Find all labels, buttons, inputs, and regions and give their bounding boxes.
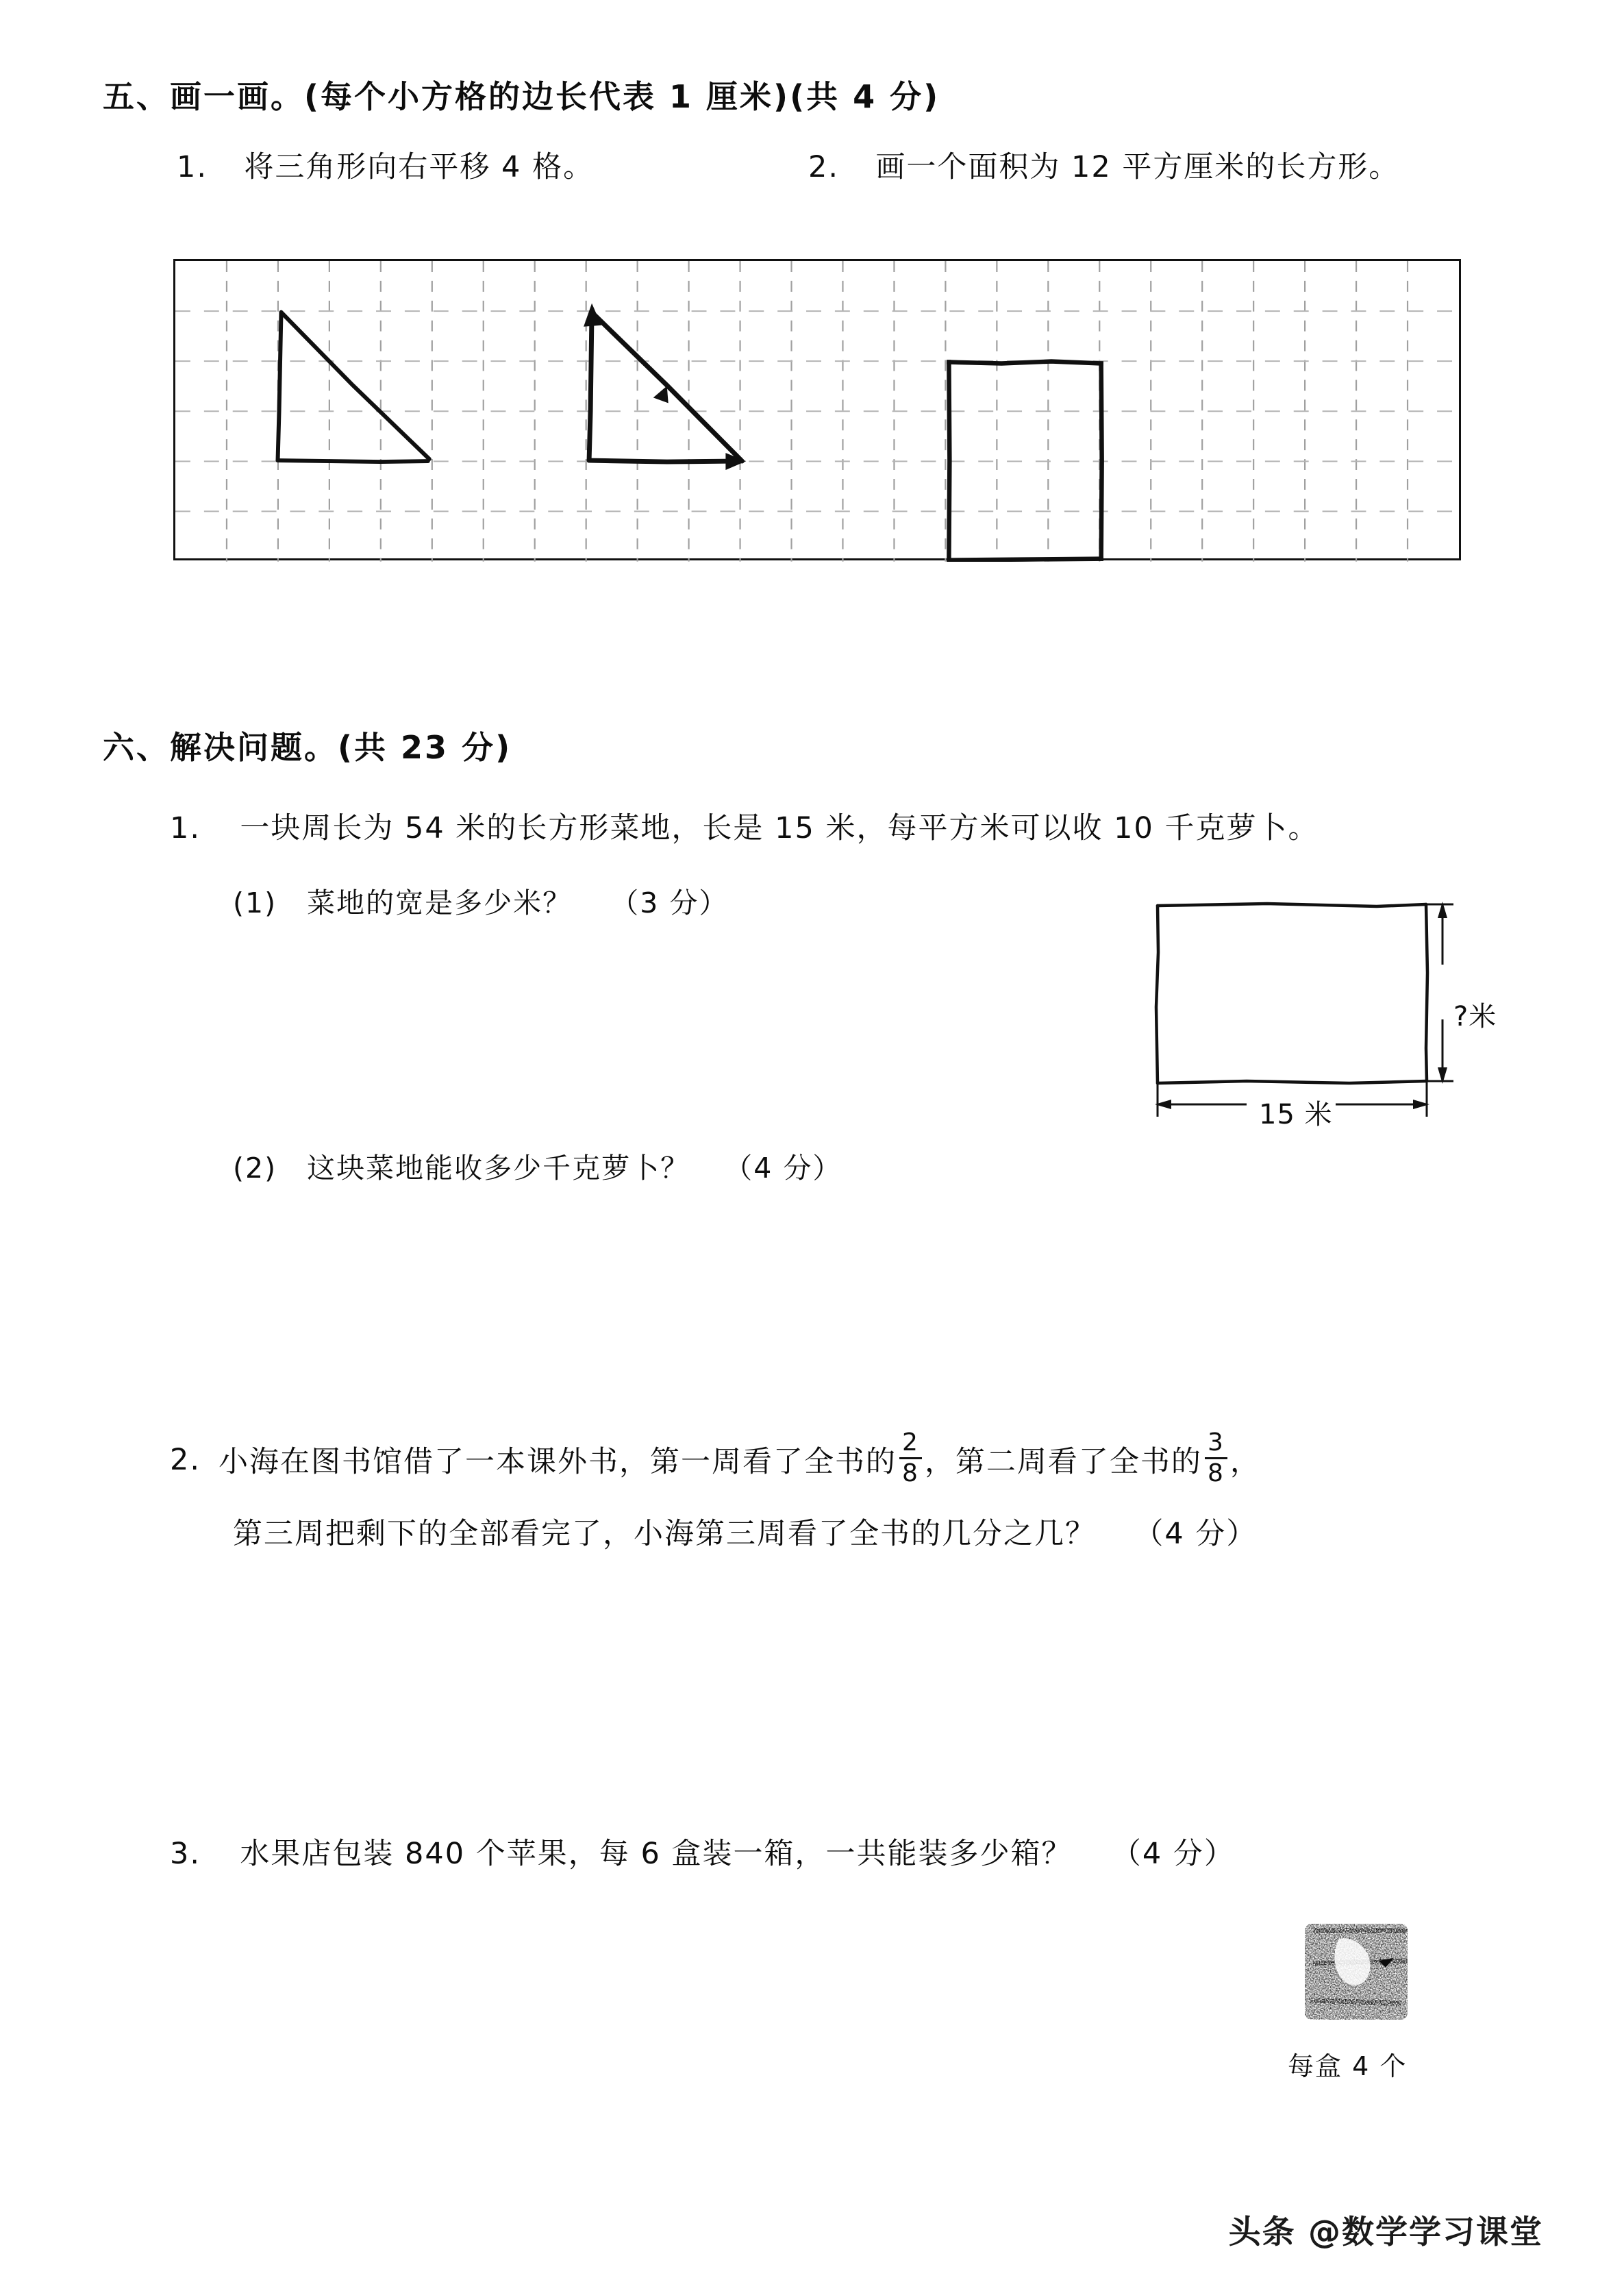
plot-height-value: ?	[1453, 1001, 1469, 1032]
problem-1-sub-2-marks: （4 分）	[724, 1152, 842, 1185]
original-triangle	[278, 312, 429, 462]
apple-box-illustration	[1298, 1918, 1418, 2028]
task-1-number: 1.	[177, 150, 208, 184]
vegetable-plot-figure	[1144, 891, 1514, 1151]
watermark: 头条 @数学学习课堂	[1228, 2214, 1543, 2251]
problem-2-line2-text: 第三周把剩下的全部看完了，小海第三周看了全书的几分之几？	[233, 1517, 1096, 1551]
problem-2-text-c: ，	[1229, 1445, 1261, 1479]
problem-2-text-b: ，第二周看了全书的	[924, 1445, 1202, 1479]
problem-1-text: 一块周长为 54 米的长方形菜地，长是 15 米，每平方米可以收 10 千克萝卜。	[240, 811, 1319, 845]
fraction-three-eighths	[1205, 1430, 1227, 1486]
problem-1-sub-1-text: 菜地的宽是多少米？	[307, 887, 573, 919]
apple-box-sketch	[1298, 1918, 1418, 2028]
problem-1-sub-2-label: (2)	[233, 1152, 277, 1185]
plot-width-label: 15 米	[1259, 1099, 1333, 1130]
apple-box-caption: 每盒 4 个	[1288, 2051, 1408, 2081]
plot-height-unit: 米	[1469, 1001, 1497, 1032]
problem-2-number: 2.	[170, 1442, 201, 1477]
problem-1-sub-1	[233, 880, 728, 921]
problem-3-line	[170, 1831, 1235, 1872]
fraction-1-numerator: 2	[902, 1428, 919, 1457]
problem-1-sub-2	[233, 1145, 842, 1186]
problem-3-marks: （4 分）	[1111, 1837, 1235, 1871]
fraction-1-denominator: 8	[902, 1459, 919, 1487]
problem-1-line	[170, 805, 1319, 847]
problem-3-number: 3.	[170, 1837, 201, 1871]
fraction-2-numerator: 3	[1207, 1428, 1225, 1457]
problem-2-line-2	[233, 1511, 1257, 1552]
task-2-label	[808, 144, 1399, 186]
problem-1-sub-1-marks: （3 分）	[610, 887, 729, 919]
task-1-label	[177, 144, 594, 186]
problem-2-text-a: 小海在图书馆借了一本课外书，第一周看了全书的	[218, 1445, 897, 1479]
problem-2-marks: （4 分）	[1134, 1517, 1258, 1551]
task-2-number: 2.	[808, 150, 840, 184]
fraction-two-eighths	[899, 1430, 922, 1486]
section-five-heading: 五、画一画。(每个小方格的边长代表 1 厘米)(共 4 分)	[103, 78, 940, 115]
problem-1-sub-1-label: (1)	[233, 887, 277, 919]
problem-3-text: 水果店包装 840 个苹果，每 6 盒装一箱，一共能装多少箱？	[240, 1837, 1073, 1871]
drawing-grid-panel[interactable]	[173, 259, 1461, 560]
problem-1-number: 1.	[170, 811, 201, 845]
plot-height-label	[1453, 995, 1497, 1034]
task-2-text: 画一个面积为 12 平方厘米的长方形。	[875, 150, 1400, 184]
section-six-heading: 六、解决问题。(共 23 分)	[103, 729, 512, 766]
task-1-text: 将三角形向右平移 4 格。	[244, 150, 595, 184]
problem-1-sub-2-text: 这块菜地能收多少千克萝卜？	[307, 1152, 690, 1185]
problem-2-line-1	[170, 1428, 1261, 1487]
plot-rectangle	[1156, 904, 1427, 1083]
grid-lines	[175, 261, 1459, 562]
translated-triangle	[589, 312, 742, 462]
fraction-2-denominator: 8	[1207, 1459, 1225, 1487]
